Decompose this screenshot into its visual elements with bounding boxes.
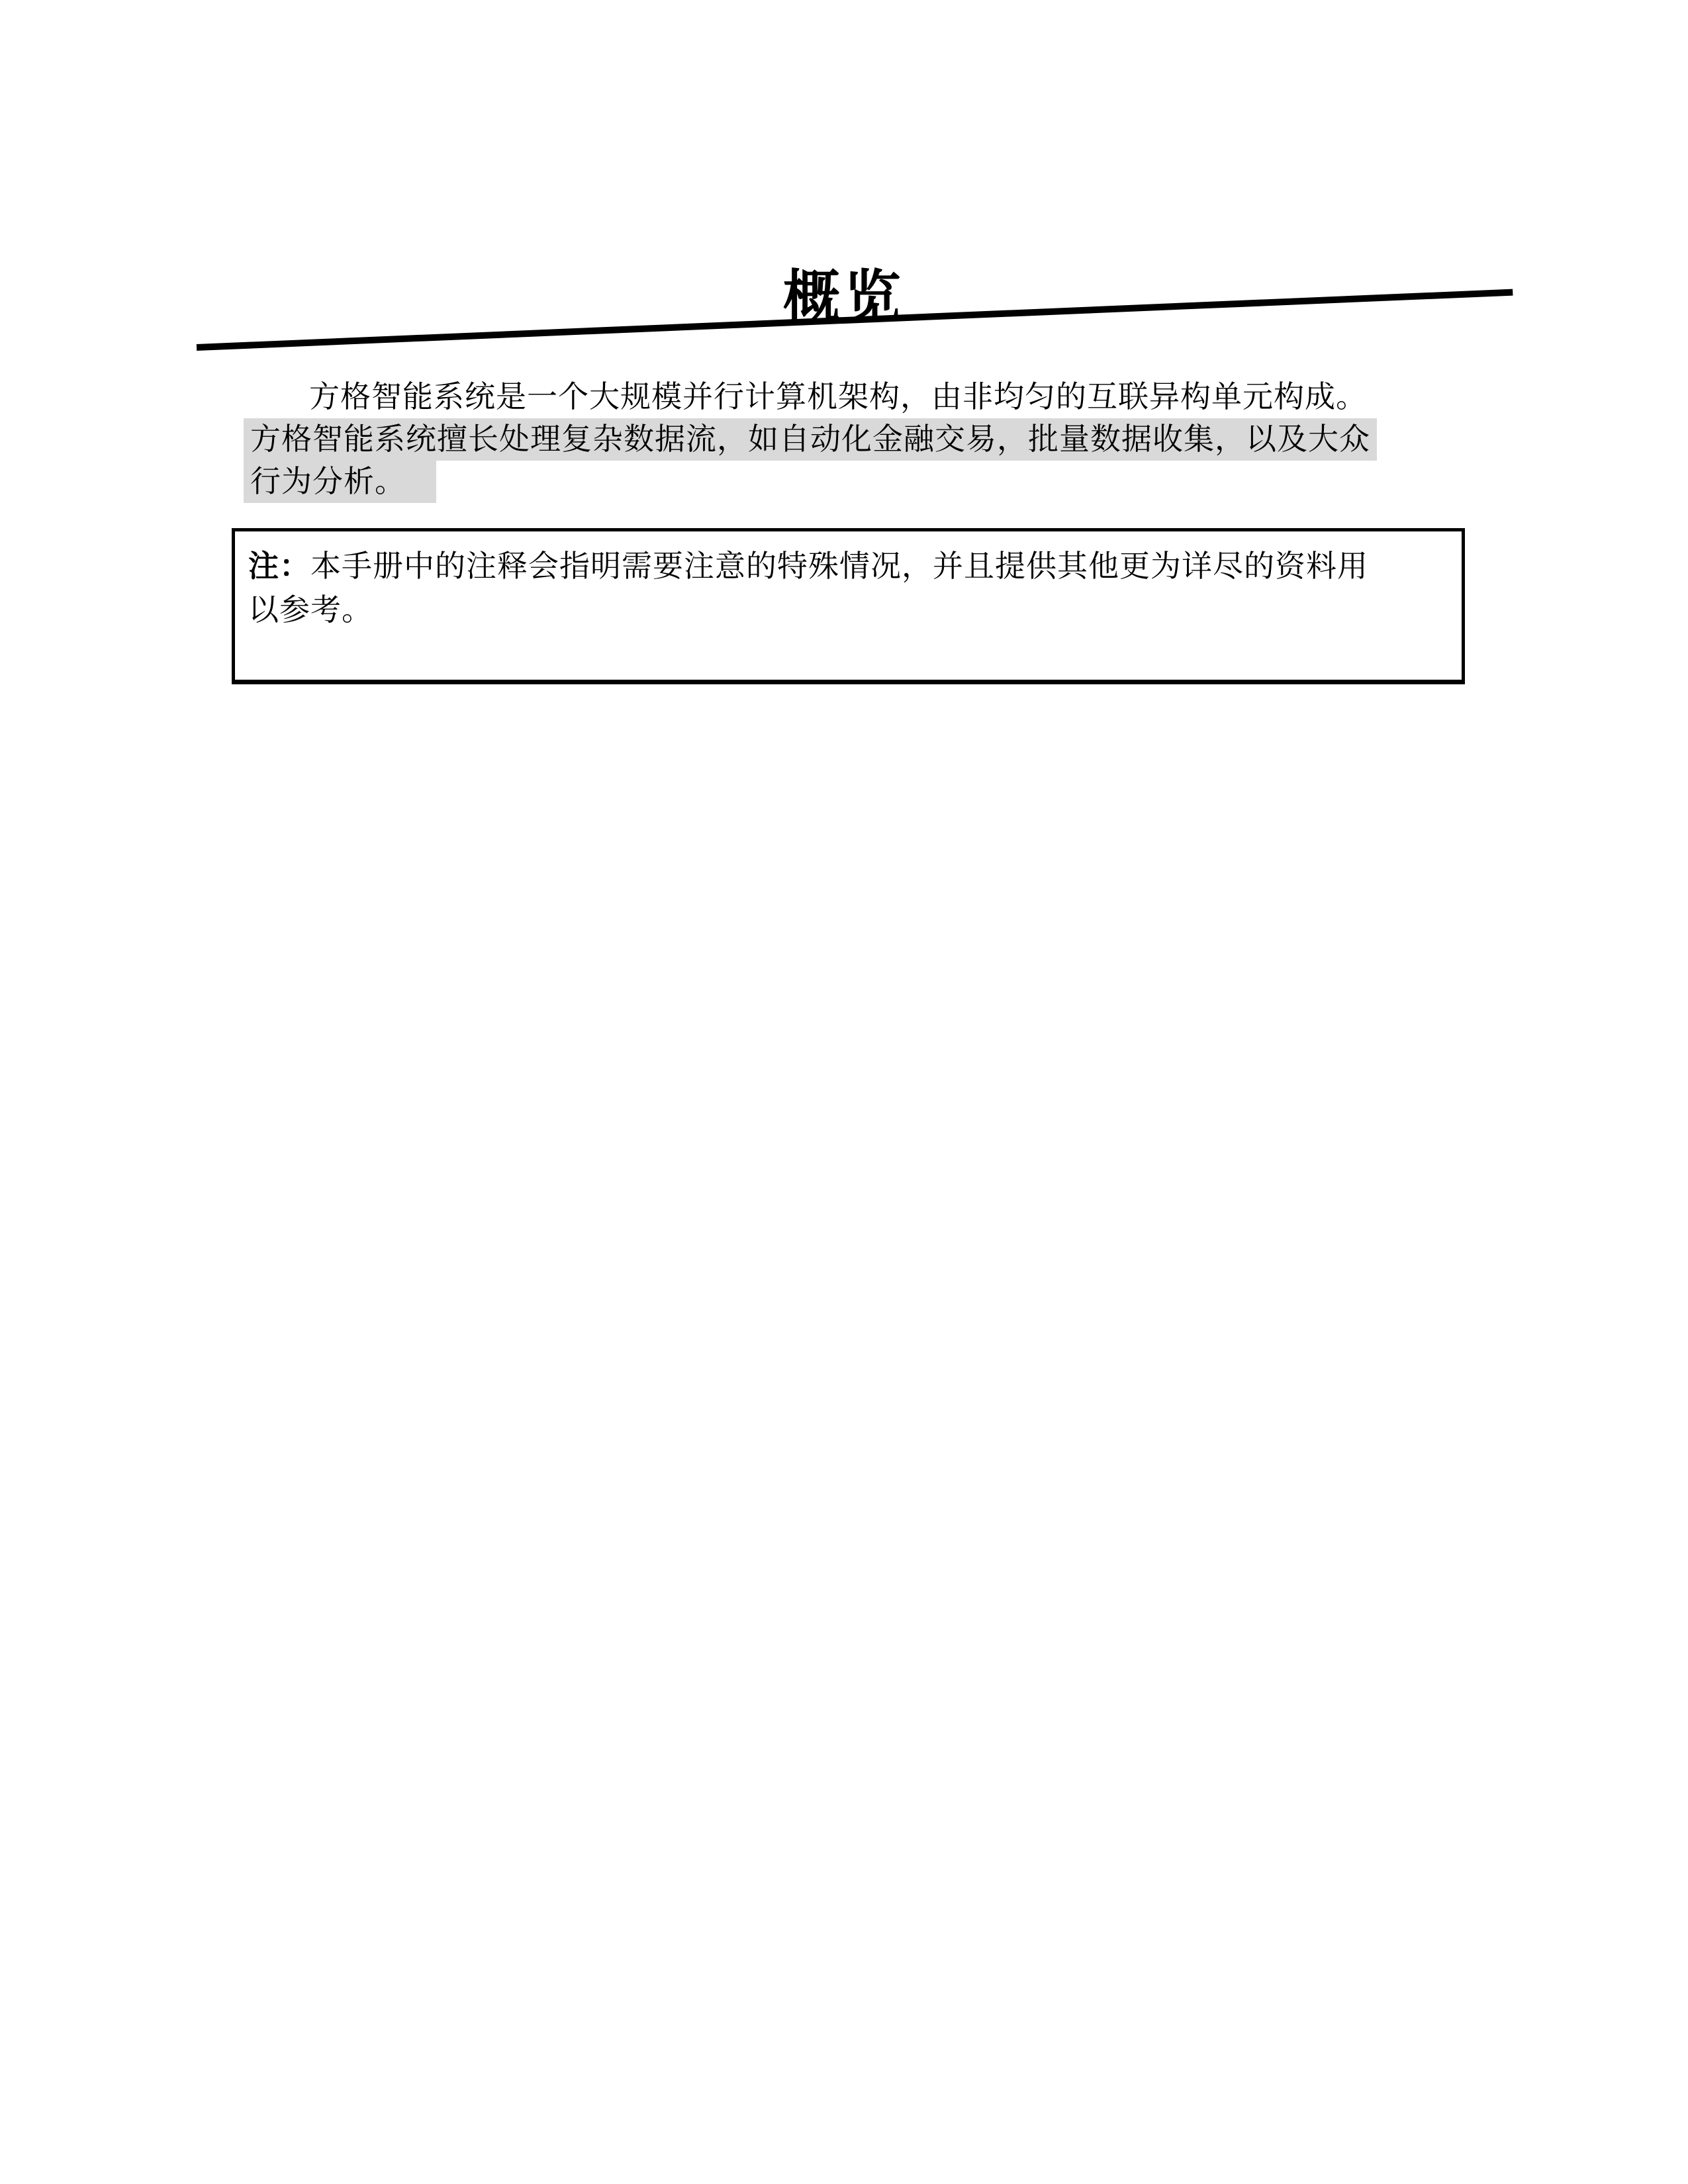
intro-paragraph	[250, 376, 1448, 503]
note-box	[232, 528, 1465, 684]
note-text-part-1: 本手册中的注释会指明需要注意的特殊情况，并且提供其他更为详尽的资料用	[310, 549, 1368, 583]
page-title: 概览	[783, 265, 905, 329]
intro-line-1: 方格智能系统是一个大规模并行计算机架构，由非均匀的互联异构单元构成。	[309, 380, 1367, 414]
highlighted-sentence-part-1: 方格智能系统擅长处理复杂数据流，如自动化金融交易，批量数据收集，以及大众	[244, 418, 1377, 461]
note-label: 注：	[248, 549, 310, 583]
note-line-1	[248, 545, 1443, 588]
intro-line-3	[250, 461, 1448, 503]
note-line-2: 以参考。	[248, 593, 373, 627]
highlighted-sentence-part-2: 行为分析。	[244, 461, 436, 503]
intro-line-2	[250, 418, 1448, 461]
